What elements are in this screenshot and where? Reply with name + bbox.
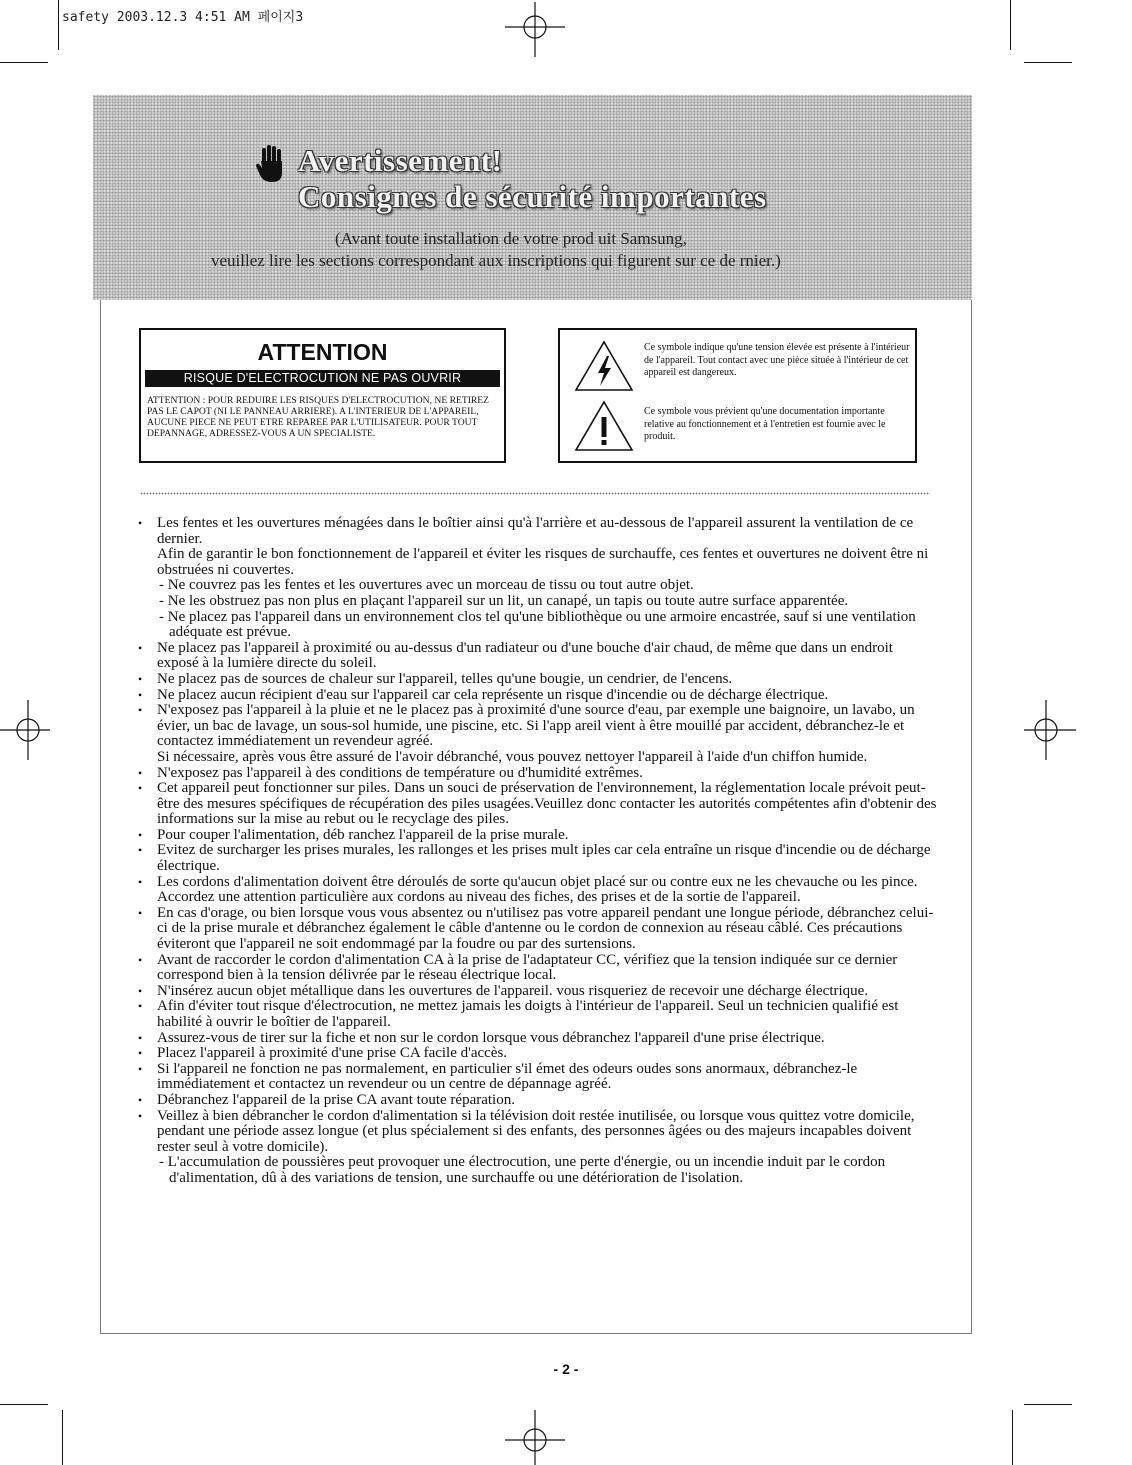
list-item: • Ne placez pas de sources de chaleur sur l'appareil, telles qu'une bougie, un cendrier, de l'encens. bbox=[138, 672, 938, 688]
symbols-box bbox=[558, 328, 917, 463]
attention-warning-bar: RISQUE D'ELECTROCUTION NE PAS OUVRIR bbox=[145, 370, 500, 387]
list-item bbox=[138, 516, 938, 641]
list-item: • Afin d'éviter tout risque d'électrocution, ne mettez jamais les doigts à l'intérieur de l'appareil. Seul un technicien qualifié est habilité à ouvrir le boîtier de l'appareil. bbox=[138, 999, 938, 1030]
list-item bbox=[138, 703, 938, 765]
list-item: • Les cordons d'alimentation doivent être déroulés de sorte qu'aucun objet placé sur ou contre eux ne les chevauche ou les pince. Accordez une attention particulière aux cordons au niveau des fiches, des prises et de la sortie de l'appareil. bbox=[138, 875, 938, 906]
attention-text: ATTENTION : POUR REDUIRE LES RISQUES D'ELECTROCUTION, NE RETIREZ PAS LE CAPOT (NI LE PANNEAU ARRIERE). A L'INTERIEUR DE L'APPAREIL, AUCUNE PIECE NE PEUT ETRE REPAREE PAR L'UTILISATEUR. POUR TOUT DEPANNAGE, ADRESSEZ-VOUS A UN SPECIALISTE. bbox=[147, 395, 490, 439]
list-item-subtext: Si nécessaire, après vous être assuré de l'avoir débranché, vous pouvez nettoyer l'appareil à l'aide d'un chiffon humide. bbox=[157, 748, 868, 765]
lightning-symbol-text: Ce symbole indique qu'une tension élevée est présente à l'intérieur de l'appareil. Tout contact avec une pièce située à l'intérieur de cet appareil est dangereux. bbox=[644, 342, 910, 378]
list-item: • Si l'appareil ne fonction ne pas normalement, en particulier s'il émet des odeurs oudes sons anormaux, débranchez-le immédiatement et contactez un revendeur ou un centre de dépannage agréé. bbox=[138, 1062, 938, 1093]
exclamation-symbol-text: Ce symbole vous prévient qu'une documentation importante relative au fonctionnement et à l'entretien est fournie avec le produit. bbox=[644, 406, 886, 442]
crop-mark bbox=[0, 62, 48, 63]
list-item: • Cet appareil peut fonctionner sur piles. Dans un souci de préservation de l'environnement, la réglementation locale prévoit peut-être des mesures spécifiques de récupération des piles usagées.Veuillez donc contacter les autorités compétentes afin d'obtenir des informations sur la mise au rebut ou le recyclage des piles. bbox=[138, 781, 938, 828]
list-item-dash: - Ne couvrez pas les fentes et les ouvertures avec un morceau de tissu ou tout autre objet. bbox=[159, 577, 694, 594]
list-item: • En cas d'orage, ou bien lorsque vous vous absentez ou n'utilisez pas votre appareil pendant une longue période, débranchez celui-ci de la prise murale et débranchez également le câble d'antenne ou le cordon de connexion au réseau câblé. Ces précautions éviteront que l'appareil ne soit endommagé par la foudre ou par des surtensions. bbox=[138, 906, 938, 953]
list-item: • Pour couper l'alimentation, déb ranchez l'appareil de la prise murale. bbox=[138, 828, 938, 844]
list-item: • N'insérez aucun objet métallique dans les ouvertures de l'appareil. vous risqueriez de recevoir une décharge électrique. bbox=[138, 984, 938, 1000]
list-item-text: • Les fentes et les ouvertures ménagées dans le boîtier ainsi qu'à l'arrière et au-dessous de l'appareil assurent la ventilation de ce dernier. bbox=[157, 515, 914, 547]
registration-mark-left bbox=[0, 700, 60, 760]
list-item-dash: - L'accumulation de poussières peut provoquer une électrocution, une perte d'énergie, ou un incendie induit par le cordon d'alimentation, dû à des variations de tension, une surchauffe ou une détérioration de l'isolation. bbox=[159, 1154, 886, 1186]
list-item-dash: - Ne les obstruez pas non plus en plaçant l'appareil sur un lit, un canapé, un tapis ou toute autre surface apparentée. bbox=[159, 592, 849, 609]
lightning-warning-icon bbox=[574, 340, 634, 392]
crop-mark bbox=[62, 1410, 63, 1465]
divider bbox=[140, 492, 930, 495]
list-item: • N'exposez pas l'appareil à des conditions de température ou d'humidité extrêmes. bbox=[138, 766, 938, 782]
list-item bbox=[138, 1109, 938, 1187]
page-title-warning: Avertissement! bbox=[298, 143, 503, 178]
exclamation-warning-icon bbox=[574, 400, 634, 452]
list-item-subtext: Afin de garantir le bon fonctionnement de l'appareil et éviter les risques de surchauffe, ces fentes et ouvertures ne doivent être ni obstruées ni couvertes. bbox=[157, 546, 929, 578]
list-item: • Ne placez pas l'appareil à proximité ou au-dessus d'un radiateur ou d'une bouche d'air chaud, de même que dans un endroit exposé à la lumière directe du soleil. bbox=[138, 641, 938, 672]
crop-mark bbox=[1024, 1404, 1072, 1405]
list-item: • Débranchez l'appareil de la prise CA avant toute réparation. bbox=[138, 1093, 938, 1109]
page-number: - 2 - bbox=[553, 1361, 579, 1377]
list-item: • Avant de raccorder le cordon d'alimentation CA à la prise de l'adaptateur CC, vérifiez que la tension indiquée sur ce dernier correspond bien à la tension délivrée par le réseau électrique local. bbox=[138, 953, 938, 984]
registration-mark-top bbox=[505, 2, 565, 62]
subtitle-line: veuillez lire les sections correspondant aux inscriptions qui figurent sur ce de rnier.) bbox=[211, 251, 781, 270]
list-item: • Ne placez aucun récipient d'eau sur l'appareil car cela représente un risque d'incendie ou de décharge électrique. bbox=[138, 688, 938, 704]
stop-hand-icon bbox=[256, 145, 286, 183]
header-banner bbox=[93, 95, 972, 300]
crop-mark bbox=[1024, 62, 1072, 63]
crop-mark bbox=[1010, 0, 1011, 50]
attention-title: ATTENTION bbox=[257, 339, 388, 365]
list-item-text: • N'exposez pas l'appareil à la pluie et ne le placez pas à proximité d'une source d'eau, par exemple une baignoire, un lavabo, un évier, un bac de lavage, un sous-sol humide, une piscine, etc. Si l'app areil vient à être mouillé par accident, débranchez-le et contactez immédiatement un revendeur agréé. bbox=[157, 702, 915, 750]
print-slug: safety 2003.12.3 4:51 AM 페이지3 bbox=[62, 10, 304, 25]
registration-mark-bottom bbox=[505, 1405, 565, 1465]
list-item-text: • Veillez à bien débrancher le cordon d'alimentation si la télévision doit restée inutilisée, ou lorsque vous quittez votre domicile, pendant une période assez longue (et plus spécialement si des enfants, des personnes âgées ou des majeurs incapables doivent rester seul à votre domicile). bbox=[157, 1107, 915, 1155]
attention-box bbox=[139, 328, 506, 463]
safety-list bbox=[138, 516, 938, 1187]
crop-mark bbox=[1012, 1410, 1013, 1465]
registration-mark-right bbox=[1016, 700, 1076, 760]
list-item: • Placez l'appareil à proximité d'une prise CA facile d'accès. bbox=[138, 1046, 938, 1062]
crop-mark bbox=[58, 0, 59, 50]
subtitle-line: (Avant toute installation de votre prod uit Samsung, bbox=[335, 229, 687, 248]
list-item: • Assurez-vous de tirer sur la fiche et non sur le cordon lorsque vous débranchez l'appareil d'une prise électrique. bbox=[138, 1031, 938, 1047]
list-item-dash: - Ne placez pas l'appareil dans un environnement clos tel qu'une bibliothèque ou une armoire encastrée, sauf si une ventilation adéquate est prévue. bbox=[159, 608, 916, 641]
crop-mark bbox=[0, 1404, 48, 1405]
page-title-safety: Consignes de sécurité importantes bbox=[298, 179, 767, 214]
list-item: • Evitez de surcharger les prises murales, les rallonges et les prises mult iples car cela entraîne un risque d'incendie ou de décharge électrique. bbox=[138, 843, 938, 874]
